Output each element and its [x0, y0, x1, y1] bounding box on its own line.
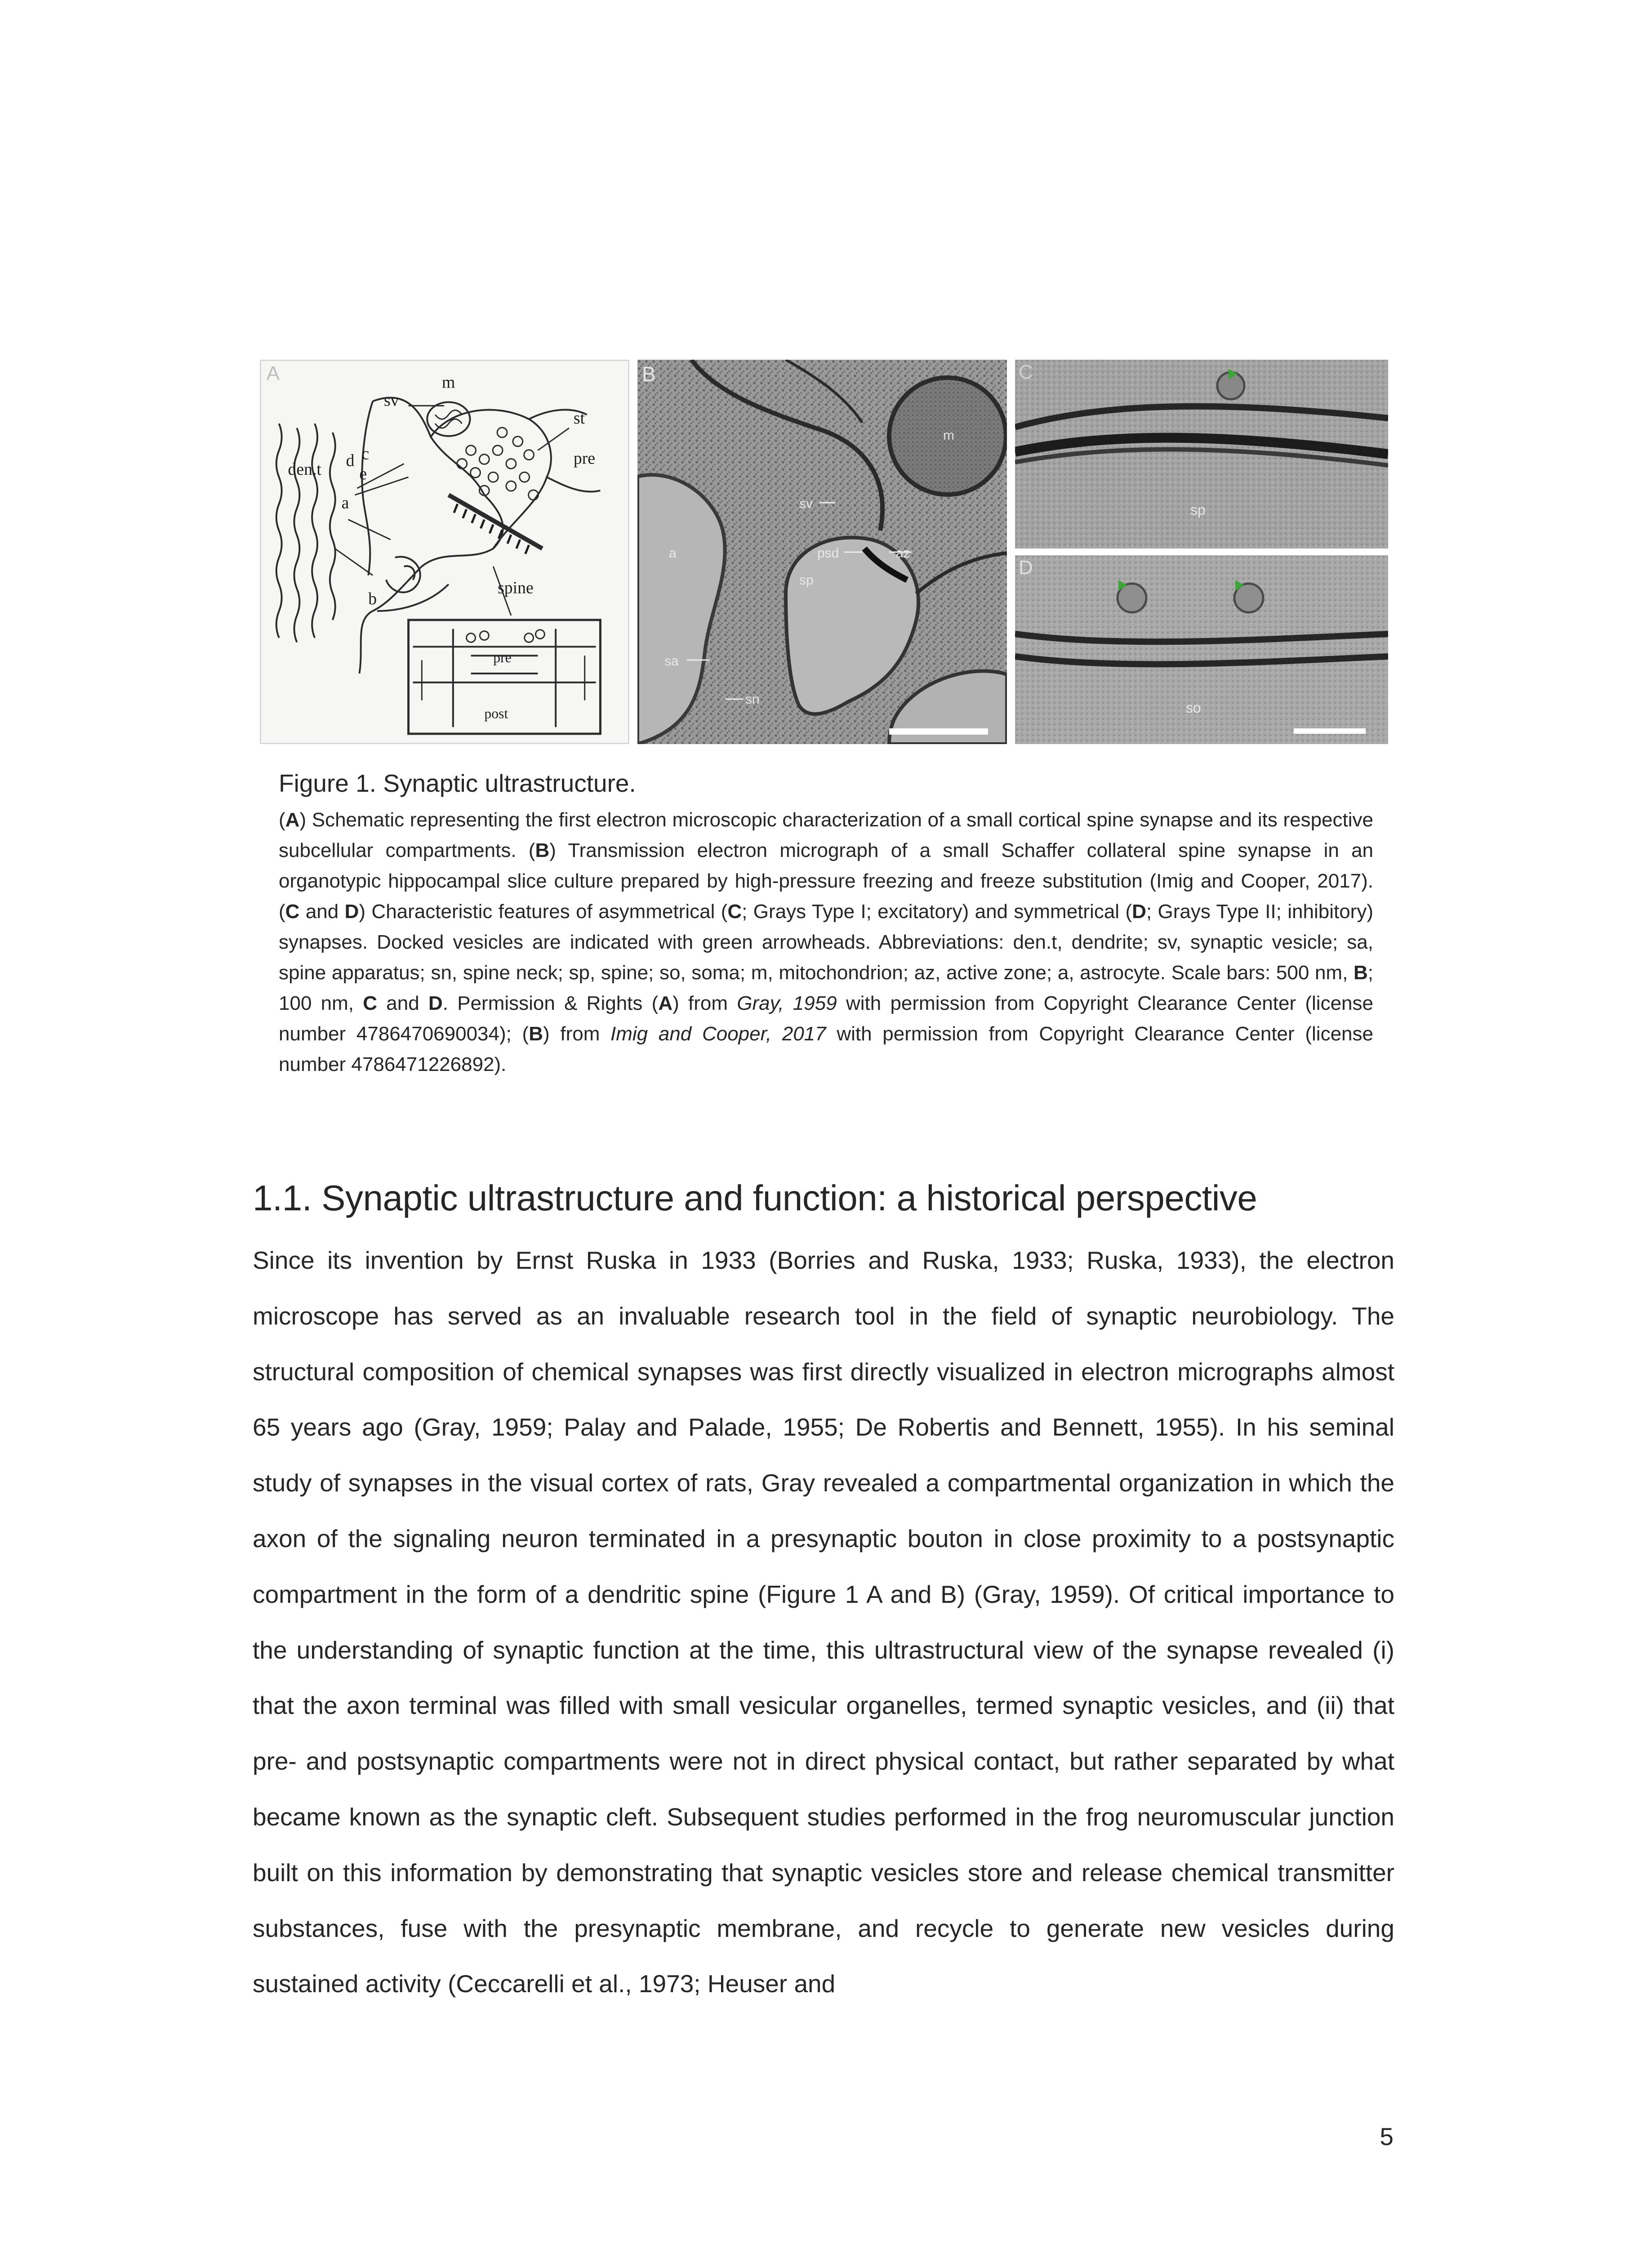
- caption-bold: D: [1132, 901, 1146, 923]
- caption-text: and: [299, 901, 345, 923]
- label-so: so: [1186, 700, 1201, 716]
- section-body-paragraph: Since its invention by Ernst Ruska in 1933 (Borries and Ruska, 1933; Ruska, 1933), the electron microscope has served as an invaluable research tool in the field of synaptic neurobiology. The structural composition of chemical synapses was first directly visualized in electron micrographs almost 65 years ago (Gray, 1959; Palay and Palade, 1955; De Robertis and Bennett, 1955). In his seminal study of synapses in the visual cortex of rats, Gray revealed a compartmental organization in which the axon of the signaling neuron terminated in a presynaptic bouton in close proximity to a postsynaptic compartment in the form of a dendritic spine (Figure 1 A and B) (Gray, 1959). Of critical importance to the understanding of synaptic function at the time, this ultrastructural view of the synapse revealed (i) that the axon terminal was filled with small vesicular organelles, termed synaptic vesicles, and (ii) that pre- and postsynaptic compartments were not in direct physical contact, but rather separated by what became known as the synaptic cleft. Subsequent studies performed in the frog neuromuscular junction built on this information by demonstrating that synaptic vesicles store and release chemical transmitter substances, fuse with the presynaptic membrane, and recycle to generate new vesicles during sustained activity (Ceccarelli et al., 1973; Heuser and: [253, 1246, 1394, 1998]
- figure-1: [260, 360, 1388, 744]
- caption-text: ) Transmission electron micrograph of a small Schaffer collateral spine synapse in an organotypic hippocampal slice culture prepared by high-pressure freezing and freeze substitution (Imig and Cooper, 2017). (: [279, 839, 1374, 923]
- caption-citation: Gray, 1959: [737, 992, 837, 1014]
- label-inset-pre: pre: [493, 650, 512, 666]
- caption-text: ; Grays Type II; inhibitory) synapses. Docked vesicles are indicated with green arrowheads. Abbreviations: den.t, dendrite; sv, synaptic vesicle; sa, spine apparatus; sn, spine neck; sp, spine; so, soma; m, mitochondrion; az, active zone; a, astrocyte. Scale bars: 500 nm,: [279, 901, 1373, 984]
- label-sp: sp: [1190, 502, 1206, 518]
- caption-text: ) from: [672, 992, 737, 1014]
- label-m: m: [442, 373, 455, 392]
- scale-bar-b: [889, 728, 988, 735]
- caption-text: . Permission & Rights (: [442, 992, 659, 1014]
- caption-bold: C: [363, 992, 378, 1014]
- caption-bold: D: [428, 992, 443, 1014]
- label-den-t: den.t: [288, 460, 321, 479]
- caption-bold: C: [727, 901, 742, 923]
- caption-text: (: [279, 809, 285, 831]
- panel-d-letter: D: [1019, 557, 1033, 579]
- label-st: st: [573, 409, 585, 428]
- caption-body: [279, 805, 1373, 1080]
- figure-panel-d: [1015, 555, 1388, 744]
- caption-text: ) Schematic representing the first electron microscopic characterization of a small cortical spine synapse and its respective subcellular compartments. (: [279, 809, 1373, 861]
- panel-a-letter: A: [266, 362, 280, 384]
- label-e: e: [359, 464, 367, 484]
- label-sn: sn: [745, 692, 760, 707]
- label-c: c: [361, 444, 370, 464]
- label-spine: spine: [498, 578, 534, 598]
- figure-panel-a: [260, 360, 629, 744]
- panel-c-micrograph: [1015, 360, 1388, 549]
- label-az: az: [896, 546, 910, 561]
- section-heading: 1.1. Synaptic ultrastructure and function: a historical perspective: [253, 1178, 1257, 1218]
- label-m: m: [943, 428, 954, 443]
- panel-d-micrograph: [1015, 555, 1388, 744]
- label-b: b: [368, 589, 377, 609]
- label-sv: sv: [799, 496, 813, 511]
- panel-b-letter: B: [642, 362, 656, 386]
- caption-bold: B: [529, 1023, 543, 1045]
- label-sv: sv: [383, 391, 399, 410]
- figure-caption: [279, 767, 1373, 1080]
- caption-title: Figure 1. Synaptic ultrastructure.: [279, 769, 636, 797]
- caption-text: ) Characteristic features of asymmetrical (: [359, 901, 728, 923]
- label-pre: pre: [573, 449, 596, 468]
- panel-c-letter: C: [1019, 361, 1033, 383]
- caption-bold: D: [344, 901, 359, 923]
- label-sp: sp: [799, 573, 814, 588]
- caption-bold: B: [535, 839, 550, 861]
- figure-panel-c: [1015, 360, 1388, 549]
- caption-text: ) from: [543, 1023, 611, 1045]
- caption-bold: A: [658, 992, 673, 1014]
- caption-text: and: [377, 992, 428, 1014]
- caption-bold: C: [285, 901, 300, 923]
- section-1-1: [253, 1173, 1394, 2012]
- label-inset-post: post: [484, 705, 508, 722]
- caption-bold: A: [285, 809, 300, 831]
- label-psd: psd: [817, 546, 839, 561]
- label-sa: sa: [664, 654, 679, 669]
- label-d: d: [346, 451, 355, 470]
- caption-text: ; Grays Type I; excitatory) and symmetrical (: [742, 901, 1132, 923]
- caption-text: ; 100 nm,: [279, 962, 1373, 1014]
- scale-bar-cd: [1294, 728, 1366, 734]
- panel-a-schematic: [261, 361, 628, 743]
- caption-text: with permission from Copyright Clearance Center (license number 4786471226892).: [279, 1023, 1373, 1075]
- label-a: a: [669, 546, 677, 561]
- panel-b-micrograph: [637, 360, 1007, 744]
- page-number: 5: [1380, 2123, 1394, 2150]
- caption-text: with permission from Copyright Clearance Center (license number 4786470690034); (: [279, 992, 1373, 1045]
- label-a: a: [341, 493, 349, 513]
- caption-citation: Imig and Cooper, 2017: [610, 1023, 826, 1045]
- figure-panel-b: [637, 360, 1007, 744]
- caption-bold: B: [1353, 962, 1368, 984]
